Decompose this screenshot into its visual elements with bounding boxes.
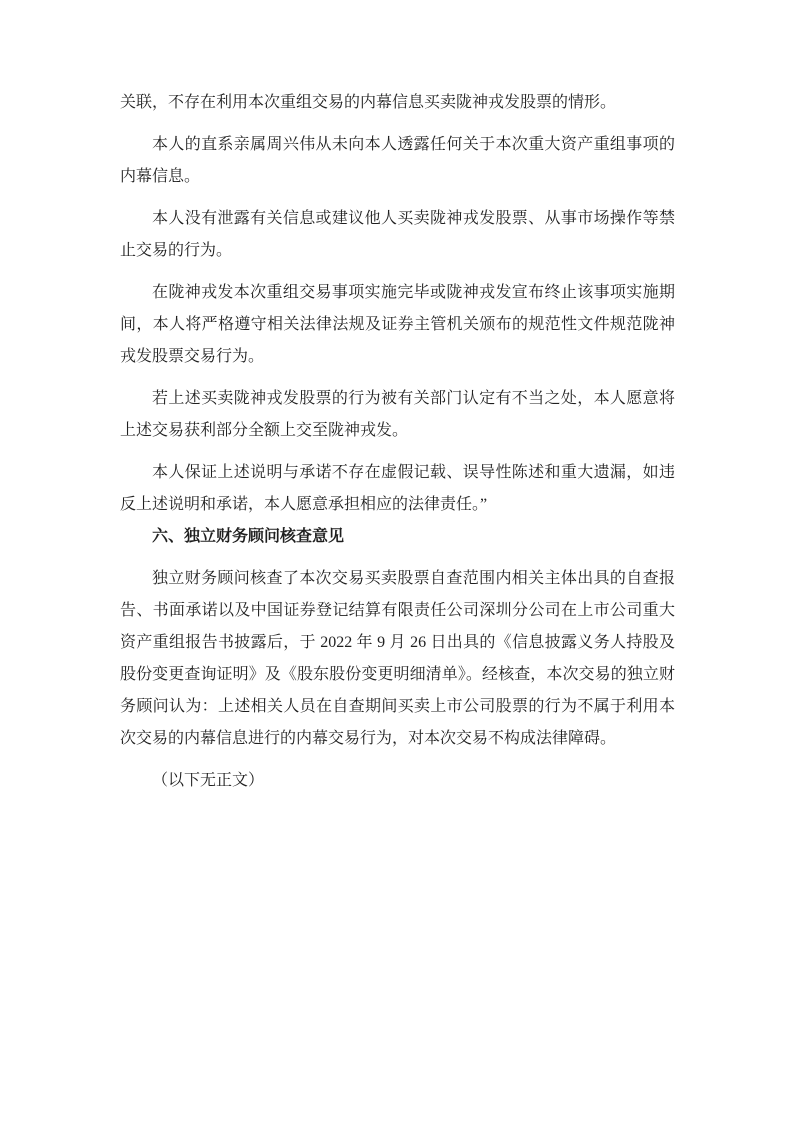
paragraph-continuation: 关联，不存在利用本次重组交易的内幕信息买卖陇神戎发股票的情形。 <box>120 94 617 111</box>
closing-note: （以下无正文） <box>152 772 265 789</box>
section-heading: 六、独立财务顾问核查意见 <box>152 528 345 545</box>
paragraph-advisor-opinion: 独立财务顾问核查了本次交易买卖股票自查范围内相关主体出具的自查报告、书面承诺以及中国证券登记结算有限责任公司深圳分公司在上市公司重大资产重组报告书披露后，于 2022 年 9 月 26 日出具的《信息披露义务人持股及股份变更查询证明》及《股东股份变更明细清单》。经核查，本次交易的独立财务顾问认为：上述相关人员在自查期间买卖上市公司股票的行为不属于利用本次交易的内幕信息进行的内幕交易行为，对本次交易不构成法律障碍。 <box>120 570 675 747</box>
paragraph-surrender-profit: 若上述买卖陇神戎发股票的行为被有关部门认定有不当之处，本人愿意将上述交易获利部分全额上交至陇神戎发。 <box>120 390 675 439</box>
paragraph-guarantee: 本人保证上述说明与承诺不存在虚假记载、误导性陈述和重大遗漏，如违反上述说明和承诺，本人愿意承担相应的法律责任。” <box>120 464 675 513</box>
document-body <box>120 87 675 807</box>
paragraph-compliance: 在陇神戎发本次重组交易事项实施完毕或陇神戎发宣布终止该事项实施期间，本人将严格遵守相关法律法规及证券主管机关颁布的规范性文件规范陇神戎发股票交易行为。 <box>120 284 675 365</box>
paragraph-no-leak: 本人没有泄露有关信息或建议他人买卖陇神戎发股票、从事市场操作等禁止交易的行为。 <box>120 210 675 259</box>
paragraph-family-disclosure: 本人的直系亲属周兴伟从未向本人透露任何关于本次重大资产重组事项的内幕信息。 <box>120 136 675 185</box>
